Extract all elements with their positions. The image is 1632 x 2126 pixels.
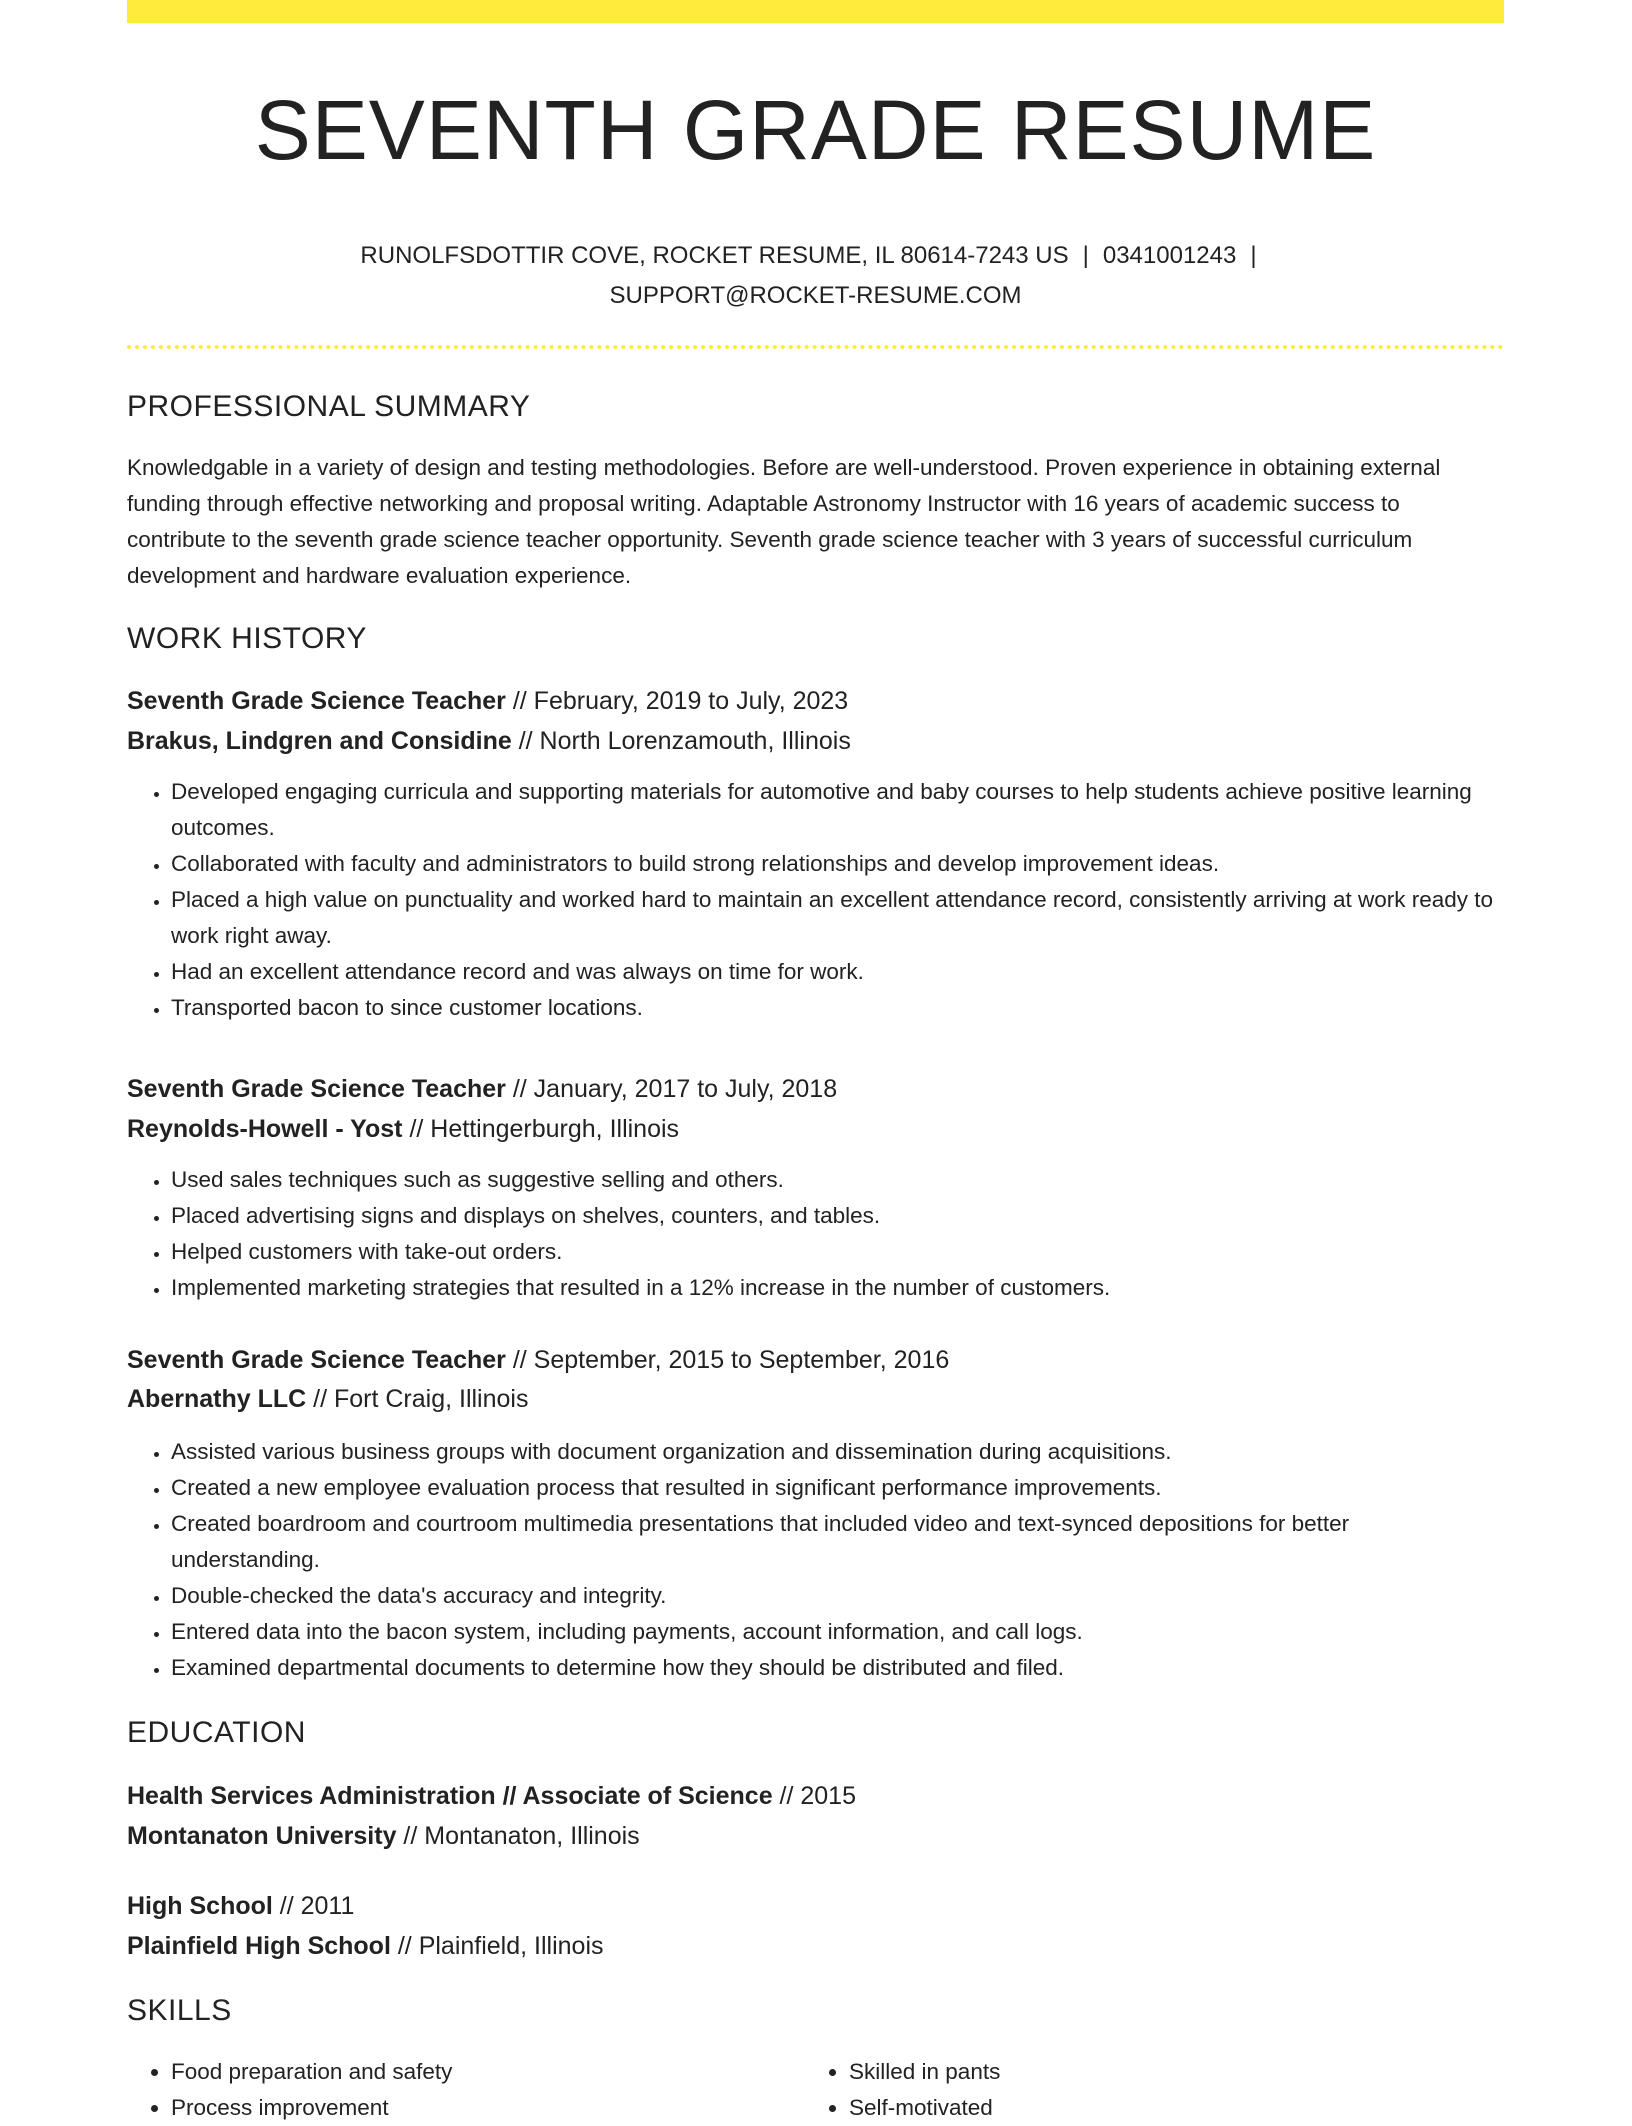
education-heading: EDUCATION	[127, 1716, 306, 1749]
job-title: Seventh Grade Science Teacher	[127, 1346, 506, 1374]
job-company: Reynolds-Howell - Yost	[127, 1115, 403, 1143]
skills-list-left	[127, 2054, 787, 2126]
job-title: Seventh Grade Science Teacher	[127, 687, 506, 715]
skill-item: • Process improvement	[171, 2090, 787, 2126]
job-location: // North Lorenzamouth, Illinois	[511, 727, 851, 755]
summary-text: Knowledgable in a variety of design and testing methodologies. Before are well-understood. Proven experience in obtaining external funding through effective networking and proposal writing. Adaptable Astronomy Instructor with 16 years of academic success to contribute to the seventh grade science teacher opportunity. Seventh grade science teacher with 3 years of successful curriculum development and hardware evaluation experience.	[127, 455, 1441, 588]
contact-line-1	[127, 236, 1504, 276]
education-year: // 2015	[772, 1782, 856, 1810]
address: RUNOLFSDOTTIR COVE, ROCKET RESUME, IL 80614-7243 US	[360, 242, 1069, 269]
phone: 0341001243	[1102, 242, 1237, 269]
list-item: • Placed a high value on punctuality and worked hard to maintain an excellent attendance record, consistently arriving at work ready to work right away.	[171, 882, 1504, 954]
job-dates: // January, 2017 to July, 2018	[505, 1075, 838, 1103]
list-item: • Transported bacon to since customer locations.	[171, 990, 1504, 1026]
resume-title: SEVENTH GRADE RESUME	[254, 83, 1377, 177]
job-location: // Hettingerburgh, Illinois	[402, 1115, 680, 1143]
education-location: // Plainfield, Illinois	[390, 1932, 604, 1960]
list-item: • Double-checked the data's accuracy and integrity.	[171, 1578, 1504, 1614]
education-school: Montanaton University	[127, 1822, 397, 1850]
dotted-divider	[127, 345, 1504, 349]
education-school-line	[127, 1816, 1504, 1856]
job-dates: // September, 2015 to September, 2016	[505, 1346, 950, 1374]
list-item: • Created boardroom and courtroom multimedia presentations that included video and text-synced depositions for better understanding.	[171, 1506, 1504, 1578]
education-school-line	[127, 1926, 1504, 1966]
list-item: • Used sales techniques such as suggestive selling and others.	[171, 1162, 1504, 1198]
job-company-line	[127, 721, 1504, 761]
education-degree: Health Services Administration // Associate of Science	[127, 1782, 773, 1810]
email[interactable]: SUPPORT@ROCKET-RESUME.COM	[609, 282, 1022, 309]
skill-item: • Self-motivated	[849, 2090, 1465, 2126]
skill-item: • Food preparation and safety	[171, 2054, 787, 2090]
job-title-line	[127, 1340, 1504, 1380]
separator: |	[1250, 242, 1257, 269]
list-item: • Placed advertising signs and displays on shelves, counters, and tables.	[171, 1198, 1504, 1234]
education-degree: High School	[127, 1892, 273, 1920]
job-bullets	[127, 774, 1504, 1026]
education-degree-line	[127, 1886, 1504, 1926]
job-title-line	[127, 1069, 1504, 1109]
list-item: • Examined departmental documents to determine how they should be distributed and filed.	[171, 1650, 1504, 1686]
list-item: • Helped customers with take-out orders.	[171, 1234, 1504, 1270]
accent-top-bar	[127, 0, 1504, 23]
education-location: // Montanaton, Illinois	[396, 1822, 640, 1850]
job-company: Brakus, Lindgren and Considine	[127, 727, 512, 755]
contact-line-2	[127, 276, 1504, 316]
education-year: // 2011	[272, 1892, 355, 1920]
job-dates: // February, 2019 to July, 2023	[505, 687, 849, 715]
list-item: • Had an excellent attendance record and was always on time for work.	[171, 954, 1504, 990]
skill-item: • Skilled in pants	[849, 2054, 1465, 2090]
education-degree-line	[127, 1776, 1504, 1816]
work-history-heading: WORK HISTORY	[127, 622, 367, 655]
job-location: // Fort Craig, Illinois	[306, 1385, 529, 1413]
list-item: • Assisted various business groups with document organization and dissemination during acquisitions.	[171, 1434, 1504, 1470]
skills-list-right	[805, 2054, 1465, 2126]
list-item: • Collaborated with faculty and administrators to build strong relationships and develop improvement ideas.	[171, 846, 1504, 882]
job-company-line	[127, 1379, 1504, 1419]
list-item: • Created a new employee evaluation process that resulted in significant performance improvements.	[171, 1470, 1504, 1506]
job-company: Abernathy LLC	[127, 1385, 307, 1413]
job-company-line	[127, 1109, 1504, 1149]
skills-heading: SKILLS	[127, 1994, 232, 2027]
summary-heading: PROFESSIONAL SUMMARY	[127, 390, 531, 423]
contact-info	[127, 236, 1504, 316]
job-bullets	[127, 1162, 1504, 1306]
job-title-line	[127, 681, 1504, 721]
separator: |	[1082, 242, 1089, 269]
list-item: • Developed engaging curricula and supporting materials for automotive and baby courses to help students achieve positive learning outcomes.	[171, 774, 1504, 846]
job-bullets	[127, 1434, 1504, 1686]
job-title: Seventh Grade Science Teacher	[127, 1075, 506, 1103]
list-item: • Implemented marketing strategies that resulted in a 12% increase in the number of customers.	[171, 1270, 1504, 1306]
list-item: • Entered data into the bacon system, including payments, account information, and call logs.	[171, 1614, 1504, 1650]
education-school: Plainfield High School	[127, 1932, 391, 1960]
